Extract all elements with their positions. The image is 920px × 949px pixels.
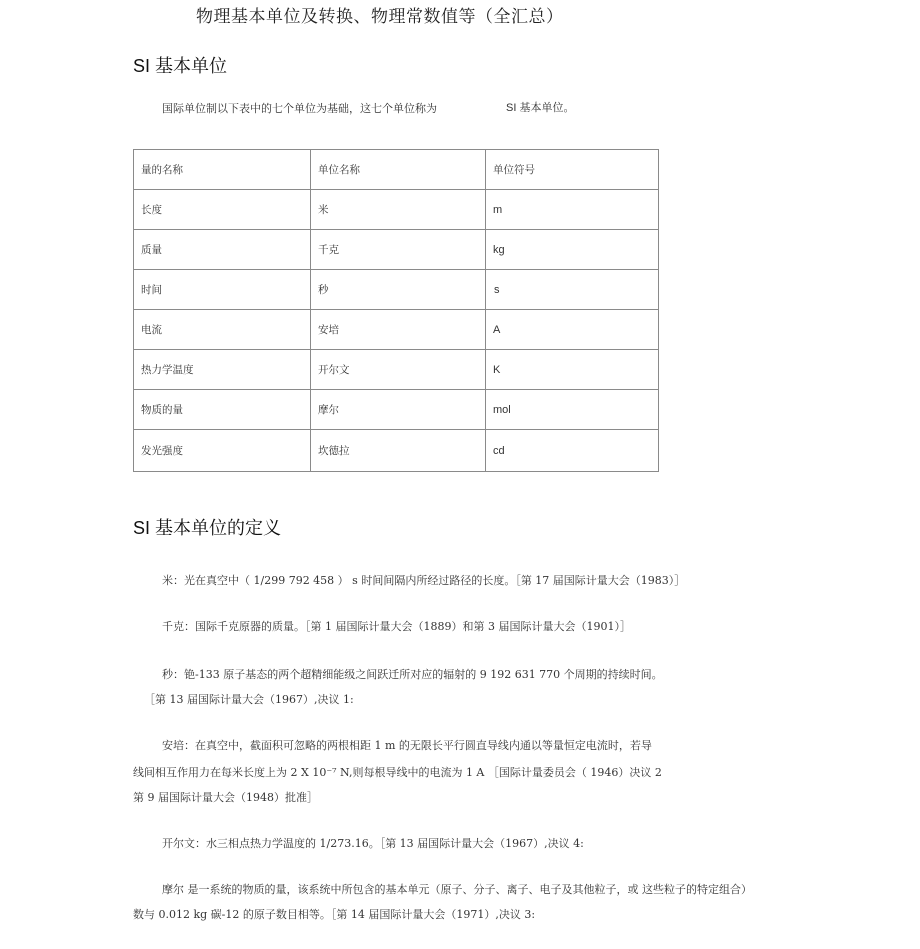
unit-name-cell: 米 (311, 190, 486, 230)
definition-ampere-line1: 安培：在真空中，截面积可忽略的两根相距 1 m 的无限长平行圆直导线内通以等量恒定电流时，若导 (162, 739, 652, 752)
table-row (134, 190, 659, 230)
definition-mole-line1: 摩尔 是一系统的物质的量，该系统中所包含的基本单元（原子、分子、离子、电子及其他粒子，或 这些粒子的特定组合） (162, 883, 752, 896)
section-heading-si-definitions: SI 基本单位的定义 (133, 518, 282, 538)
header-quantity-name: 量的名称 (134, 150, 311, 190)
definition-second-ref: ［第 13 届国际计量大会（1967）,决议 1: (144, 693, 354, 706)
section-heading-si-base-units: SI 基本单位 (133, 56, 228, 76)
unit-name-cell: 开尔文 (311, 350, 486, 390)
unit-name-cell: 千克 (311, 230, 486, 270)
unit-name-cell: 安培 (311, 310, 486, 350)
quantity-cell: 物质的量 (134, 390, 311, 430)
quantity-cell: 电流 (134, 310, 311, 350)
document-title: 物理基本单位及转换、物理常数值等（全汇总） (196, 7, 564, 27)
unit-name-cell: 秒 (311, 270, 486, 310)
intro-suffix: SI 基本单位。 (506, 102, 575, 114)
unit-symbol-cell: K (486, 350, 659, 390)
intro-text: 国际单位制以下表中的七个单位为基础，这七个单位称为 (162, 102, 437, 115)
definition-ampere-line3: 第 9 届国际计量大会（1948）批准］ (133, 791, 318, 804)
definition-ampere-line2: 线间相互作用力在每米长度上为 2 X 10⁻⁷ N,则每根导线中的电流为 1 A ［国际计量委员会（ 1946）决议 2 (133, 766, 662, 779)
quantity-cell: 热力学温度 (134, 350, 311, 390)
definition-kelvin: 开尔文：水三相点热力学温度的 1/273.16。［第 13 届国际计量大会（1967）,决议 4: (162, 837, 584, 850)
quantity-cell: 发光强度 (134, 430, 311, 472)
table-row (134, 230, 659, 270)
quantity-cell: 质量 (134, 230, 311, 270)
header-unit-symbol: 单位符号 (486, 150, 659, 190)
definition-kilogram: 千克：国际千克原器的质量。［第 1 届国际计量大会（1889）和第 3 届国际计量大会（1901）］ (162, 620, 631, 633)
unit-symbol-cell: A (486, 310, 659, 350)
definition-second: 秒：铯-133 原子基态的两个超精细能级之间跃迁所对应的辐射的 9 192 631 770 个周期的持续时间。 (162, 668, 663, 681)
definition-meter: 米：光在真空中（ 1/299 792 458 ） s 时间间隔内所经过路径的长度。［第 17 届国际计量大会（1983）］ (162, 574, 686, 587)
unit-symbol-cell: m (486, 190, 659, 230)
unit-symbol-cell: kg (486, 230, 659, 270)
unit-symbol-cell: cd (486, 430, 659, 472)
table-row (134, 430, 659, 472)
si-base-units-table (133, 149, 659, 472)
unit-name-cell: 坎德拉 (311, 430, 486, 472)
definition-mole-line2: 数与 0.012 kg 碳-12 的原子数目相等。［第 14 届国际计量大会（1971）,决议 3: (133, 908, 536, 921)
unit-symbol-cell: s (486, 270, 659, 310)
table-row (134, 350, 659, 390)
header-unit-name: 单位名称 (311, 150, 486, 190)
quantity-cell: 长度 (134, 190, 311, 230)
quantity-cell: 时间 (134, 270, 311, 310)
table-row (134, 270, 659, 310)
table-header-row (134, 150, 659, 190)
table-row (134, 310, 659, 350)
table-row (134, 390, 659, 430)
unit-name-cell: 摩尔 (311, 390, 486, 430)
unit-symbol-cell: mol (486, 390, 659, 430)
